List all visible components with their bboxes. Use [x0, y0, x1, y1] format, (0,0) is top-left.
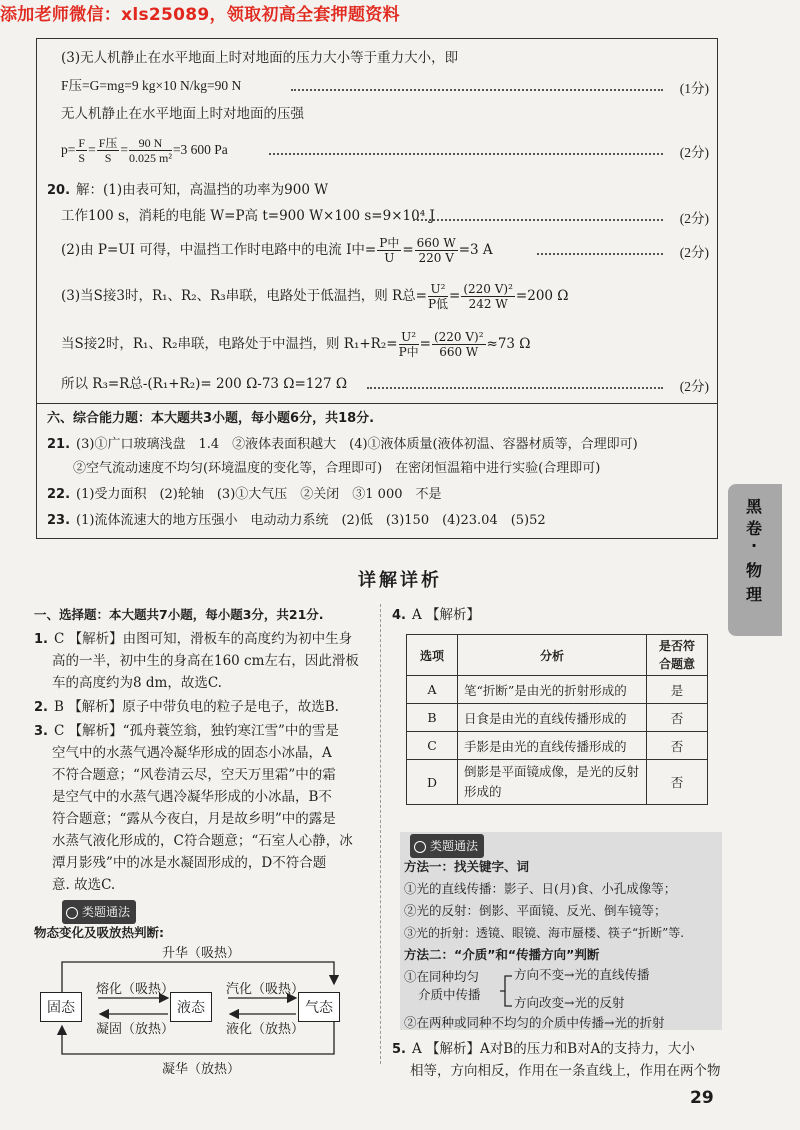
method-two-a2: 介质中传播 — [418, 987, 481, 1002]
q2-line: 2. B 【解析】原子中带负电的粒子是电子，故选B. — [34, 699, 339, 715]
cell-analysis: 日食是由光的直线传播形成的 — [458, 704, 647, 732]
method-tag: 类题通法 — [62, 900, 136, 924]
method-one: 方法一：找关键字、词 — [404, 859, 530, 874]
q20-3c-line: 所以 R₃=R总-(R₁+R₂)= 200 Ω-73 Ω=127 Ω — [61, 376, 348, 392]
q3-line8: 意. 故选C. — [52, 877, 116, 893]
q20-line2: 工作100 s，消耗的电能 W=P高 t=900 W×100 s=9×10⁴ J — [61, 208, 435, 224]
points: (2分) — [679, 245, 709, 260]
q3-line3: 不符合题意；“风卷清云尽，空天万里霜”中的霜 — [52, 767, 336, 783]
section-six-box — [36, 402, 718, 539]
table-row — [407, 760, 708, 805]
cell-analysis: 手影是由光的直线传播形成的 — [458, 732, 647, 760]
q1-line1: 1. C 【解析】由图可知，滑板车的高度约为初中生身 — [34, 631, 353, 647]
side-tab-char: 物 — [746, 561, 763, 580]
q1-line3: 车的高度约为8 dm，故选C. — [52, 675, 222, 691]
side-tab — [728, 484, 782, 636]
table-row — [407, 676, 708, 704]
state-gas: 气态 — [298, 992, 340, 1022]
answer-box — [36, 38, 718, 404]
method-two-b2: 方向改变→光的反射 — [514, 995, 625, 1010]
table-row — [407, 732, 708, 760]
side-tab-char: 理 — [746, 585, 763, 604]
points: (1分) — [679, 81, 709, 96]
cell-result: 否 — [647, 732, 708, 760]
table-header: 分析 — [458, 635, 647, 676]
q19-3-line1: (3)无人机静止在水平地面上时对地面的压力大小等于重力大小，即 — [61, 50, 459, 66]
q23-line: 23. (1)流体流速大的地方压强小 电动动力系统 (2)低 (3)150 (4)23.04 (5)52 — [47, 513, 546, 528]
side-tab-char: 卷 — [746, 519, 763, 538]
label-melting: 熔化（吸热） — [96, 982, 175, 997]
q5-line1: 5. A 【解析】A对B的压力和B对A的支持力，大小 — [392, 1041, 695, 1057]
q3-line5: 符合题意；“露从今夜白，月是故乡明”中的露是 — [52, 811, 336, 827]
method-one-a: ①光的直线传播：影子、日(月)食、小孔成像等； — [404, 881, 677, 896]
label-solidifying: 凝固（放热） — [96, 1022, 175, 1037]
q20-3a-formula: (3)当S接3时，R₁、R₂、R₃串联，电路处于低温挡，则 R总= $\frac{\text{U²}}{\text{P低}}$ = $\frac{\text{(220 V)²}}{242 W}$ =200 Ω — [61, 282, 569, 311]
cell-option: A — [407, 676, 458, 704]
label-sublimation: 升华（吸热） — [162, 946, 241, 961]
cell-option: B — [407, 704, 458, 732]
key-icon — [66, 907, 78, 919]
watermark-text: 添加老师微信：xls25089，领取初高全套押题资料 — [0, 5, 400, 25]
table-header: 是否符 合题意 — [647, 635, 708, 676]
q21-line2: ②空气流动速度不均匀(环境温度的变化等，合理即可) 在密闭恒温箱中进行实验(合理即可) — [73, 461, 601, 476]
table-header: 选项 — [407, 635, 458, 676]
key-icon — [414, 841, 426, 853]
table-header-row — [407, 635, 708, 676]
cell-option: D — [407, 760, 458, 805]
dot-leader — [367, 387, 663, 389]
state-solid: 固态 — [40, 992, 82, 1022]
q4-line: 4. A 【解析】 — [392, 607, 481, 623]
section-title: 详解详析 — [358, 570, 442, 591]
q3-line7: 潭月影残”中的冰是水凝固形成的，D不符合题 — [52, 855, 327, 871]
dot-leader — [413, 219, 663, 221]
analysis-table — [406, 634, 708, 805]
method-one-b: ②光的反射：倒影、平面镜、反光、倒车镜等； — [404, 903, 667, 918]
bracket-icon — [500, 974, 514, 1008]
points: (2分) — [679, 379, 709, 394]
q20-3b-formula: 当S接2时，R₁、R₂串联，电路处于中温挡，则 R₁+R₂= $\frac{\text{U²}}{\text{P中}}$ = $\frac{\text{(220 V)²}}{660 W}$ ≈73 Ω — [61, 330, 531, 359]
q3-line6: 水蒸气液化形成的，C符合题意；“石室人心静，冰 — [52, 833, 353, 849]
q21-line1: 21. (3)①广口玻璃浅盘 1.4 ②液体表面积越大 (4)①液体质量(液体初温、容器材质等，合理即可) — [47, 437, 638, 452]
q19-3-line2: F压=G=mg=9 kg×10 N/kg=90 N — [61, 78, 242, 93]
q1-line2: 高的一半，初中生的身高在160 cm左右，因此滑板 — [52, 653, 359, 669]
label-liquefaction: 液化（放热） — [226, 1022, 305, 1037]
state-liquid: 液态 — [170, 992, 212, 1022]
q5-line2: 相等，方向相反，作用在一条直线上，作用在两个物 — [410, 1063, 721, 1079]
method-two: 方法二：“介质”和“传播方向”判断 — [404, 947, 600, 962]
q20-2-formula: (2)由 P=UI 可得，中温挡工作时电路中的电流 I中= $\frac{\text{P中}}{U}$ = $\frac{660 W}{220 V}$ =3 A — [61, 236, 493, 265]
phase-change-diagram — [34, 942, 364, 1077]
method-one-c: ③光的折射：透镜、眼镜、海市蜃楼、筷子“折断”等. — [404, 926, 685, 940]
cell-analysis: 笔“折断”是由光的折射形成的 — [458, 676, 647, 704]
method-two-c: ②在两种或同种不均匀的介质中传播→光的折射 — [404, 1015, 665, 1030]
cell-option: C — [407, 732, 458, 760]
label-deposition: 凝华（放热） — [162, 1062, 241, 1077]
points: (2分) — [679, 211, 709, 226]
side-tab-dot: · — [751, 536, 758, 555]
method-two-b1: 方向不变→光的直线传播 — [514, 967, 650, 982]
label-vaporization: 汽化（吸热） — [226, 982, 305, 997]
cell-result: 否 — [647, 704, 708, 732]
q3-line1: 3. C 【解析】“孤舟蓑笠翁，独钓寒江雪”中的雪是 — [34, 723, 339, 739]
column-divider — [380, 604, 381, 1064]
diagram-title: 物态变化及吸放热判断: — [34, 925, 164, 940]
q3-line4: 是空气中的水蒸气遇冷凝华形成的小冰晶，B不 — [52, 789, 332, 805]
cell-analysis: 倒影是平面镜成像，是光的反射 形成的 — [458, 760, 647, 805]
q20-line1: 20. 解：(1)由表可知，高温挡的功率为900 W — [47, 182, 329, 198]
cell-result: 否 — [647, 760, 708, 805]
q19-3-line3: 无人机静止在水平地面上时对地面的压强 — [61, 106, 304, 122]
q3-line2: 空气中的水蒸气遇冷凝华形成的固态小冰晶，A — [52, 745, 332, 761]
choice-heading: 一、选择题：本大题共7小题，每小题3分，共21分. — [34, 607, 324, 622]
page-number: 29 — [690, 1088, 714, 1108]
table-row — [407, 704, 708, 732]
dot-leader — [269, 153, 663, 155]
dot-leader — [291, 89, 663, 91]
section-six-heading: 六、综合能力题：本大题共3小题，每小题6分，共18分. — [47, 411, 375, 426]
points: (2分) — [679, 145, 709, 160]
side-tab-char: 黑 — [746, 497, 763, 516]
method-two-a1: ①在同种均匀 — [404, 969, 480, 984]
dot-leader — [537, 253, 663, 255]
q22-line: 22. (1)受力面积 (2)轮轴 (3)①大气压 ②关闭 ③1 000 不是 — [47, 487, 442, 502]
q19-3-formula: p= $\frac{F}{S}$ = $\frac{\text{F压}}{S}$ = $\frac{90 N}{\text{0.025 m²}}$ =3 600 Pa — [61, 136, 228, 166]
method-box — [400, 832, 722, 1030]
cell-result: 是 — [647, 676, 708, 704]
method-tag: 类题通法 — [410, 834, 484, 858]
